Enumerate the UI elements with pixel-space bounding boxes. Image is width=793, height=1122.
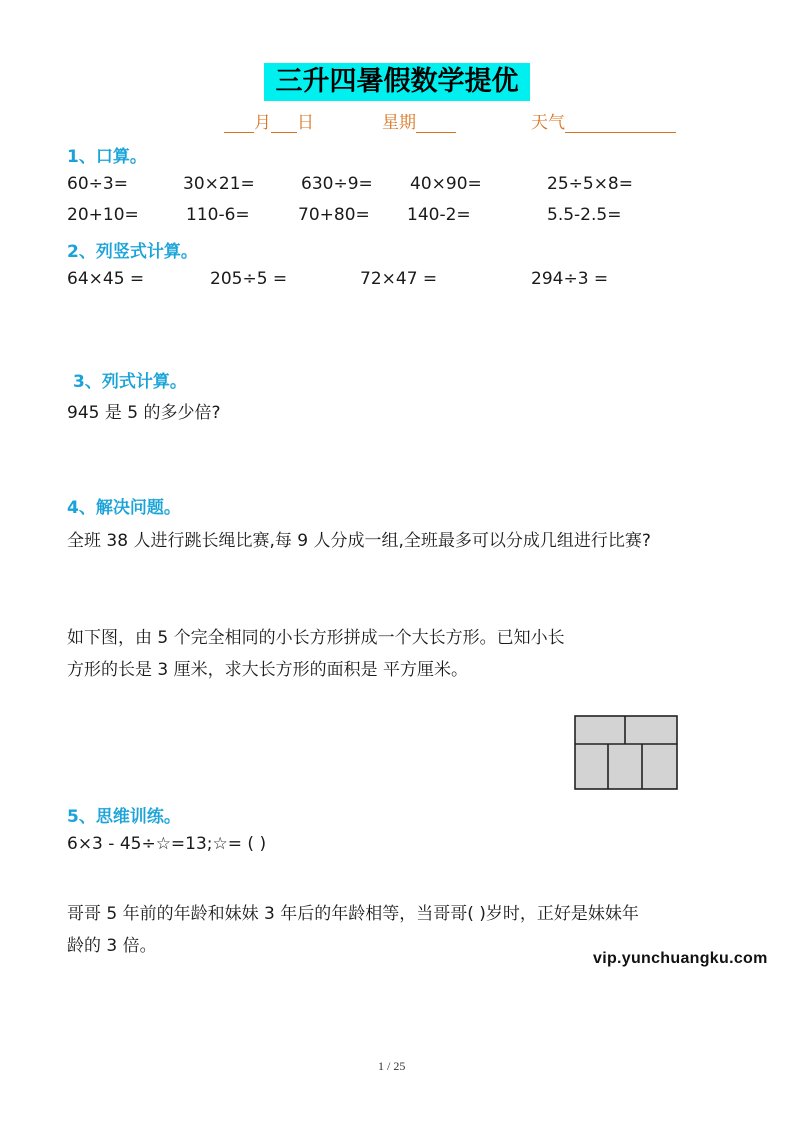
problem-text: 30×21=	[183, 174, 255, 194]
problem-text: 64×45 =	[67, 269, 145, 289]
problem-text: 25÷5×8=	[547, 174, 633, 194]
section-heading-problem-solving: 4、解决问题。	[67, 498, 181, 518]
section-heading-mental-math: 1、口算。	[67, 147, 147, 167]
weekday-blank	[416, 114, 456, 133]
section-heading-equation: 3、列式计算。	[73, 372, 187, 392]
problem-text: 205÷5 =	[210, 269, 288, 289]
problem-text: 5.5-2.5=	[547, 205, 622, 225]
question-text: 哥哥 5 年前的年龄和妹妹 3 年后的年龄相等，当哥哥( )岁时，正好是妹妹年	[67, 904, 639, 924]
large-rectangle	[575, 716, 677, 789]
problem-text: 630÷9=	[301, 174, 373, 194]
section-heading-thinking: 5、思维训练。	[67, 807, 181, 827]
question-text: 方形的长是 3 厘米，求大长方形的面积是 平方厘米。	[67, 660, 469, 680]
page-number: 1 / 25	[378, 1059, 406, 1073]
problem-text: 140-2=	[407, 205, 471, 225]
question-text: 龄的 3 倍。	[67, 936, 157, 956]
problem-text: 110-6=	[186, 205, 250, 225]
problem-text: 60÷3=	[67, 174, 128, 194]
page-title: 三升四暑假数学提优	[275, 66, 519, 97]
question-text: 如下图，由 5 个完全相同的小长方形拼成一个大长方形。已知小长	[67, 628, 565, 648]
question-text: 6×3 - 45÷☆=13;☆= ( )	[67, 834, 267, 854]
month-label: 月	[254, 113, 271, 133]
problem-text: 40×90=	[410, 174, 482, 194]
problem-text: 72×47 =	[360, 269, 438, 289]
rectangle-figure	[574, 715, 680, 793]
problem-text: 294÷3 =	[531, 269, 609, 289]
section-heading-vertical-calc: 2、列竖式计算。	[67, 242, 198, 262]
problem-text: 70+80=	[298, 205, 370, 225]
weekday-label: 星期	[382, 113, 416, 133]
date-line	[224, 108, 314, 133]
day-label: 日	[297, 113, 314, 133]
weekday-field	[382, 108, 456, 133]
weather-field	[531, 108, 676, 133]
question-text: 全班 38 人进行跳长绳比赛,每 9 人分成一组,全班最多可以分成几组进行比赛?	[67, 531, 651, 551]
watermark-url: vip.yunchuangku.com	[593, 950, 768, 967]
weather-blank	[565, 114, 676, 133]
month-blank	[224, 114, 254, 133]
problem-text: 20+10=	[67, 205, 139, 225]
day-blank	[271, 114, 297, 133]
question-text: 945 是 5 的多少倍?	[67, 403, 221, 423]
weather-label: 天气	[531, 113, 565, 133]
